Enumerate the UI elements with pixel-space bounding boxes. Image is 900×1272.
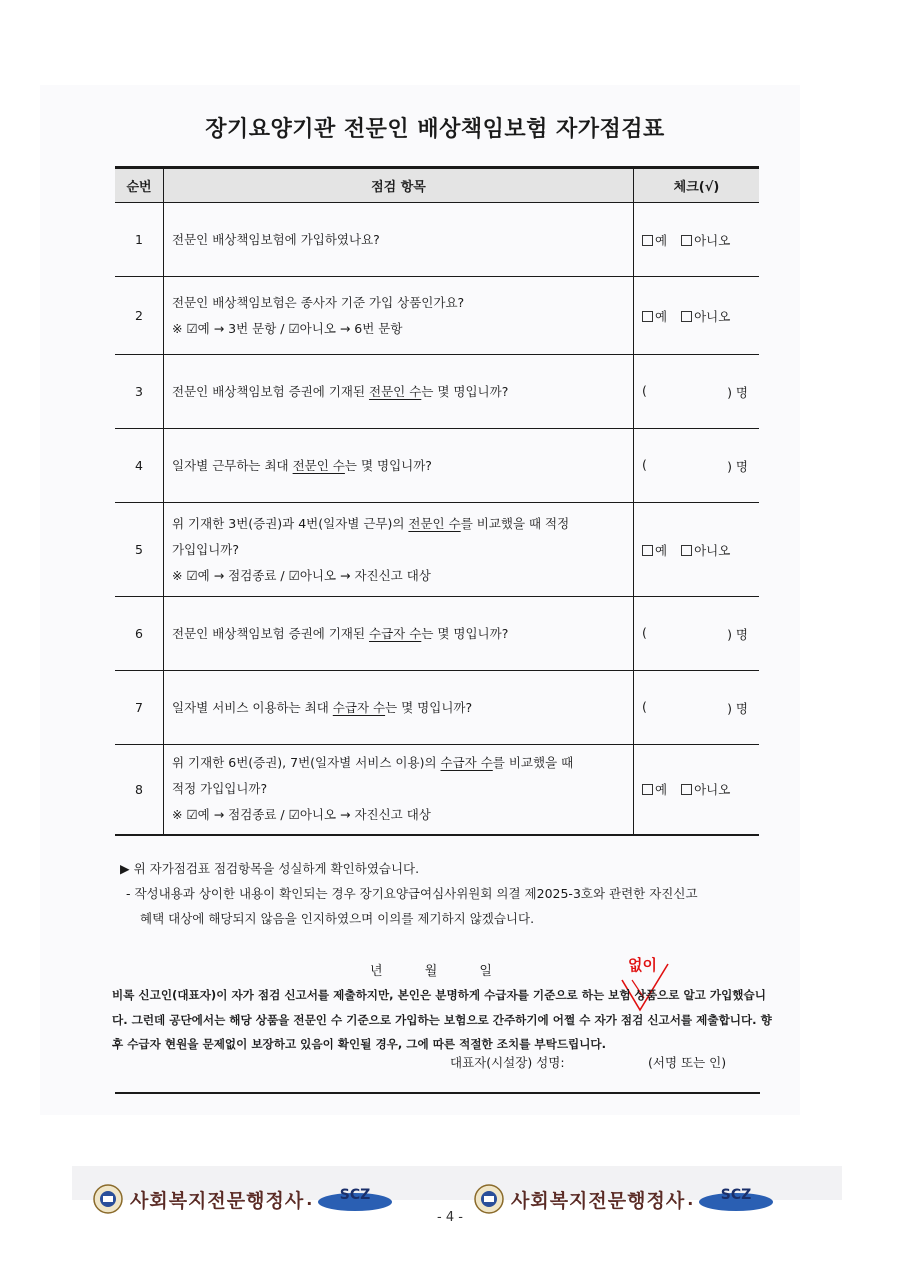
item-underlined-text: 수급자 수 xyxy=(369,625,422,641)
check-item-line xyxy=(172,453,625,479)
count-field xyxy=(634,355,760,429)
item-text: 전문인 배상책임보험 증권에 기재된 xyxy=(172,625,370,641)
statement-paragraph: 비록 신고인(대표자)이 자가 점검 신고서를 제출하지만, 본인은 분명하게 수급자를 기준으로 하는 보험 상품으로 알고 가입했습니다. 그런데 공단에서는 해당 상품을 전문인 수 기준으로 가입하는 보험으로 간주하기에 어쩔 수 자가 점검 신고서를 제출합니다. 향후 수급자 현원을 문제없이 보장하고 있음이 확인될 경우, 그에 따른 적절한 조치를 부탁드립니다. xyxy=(112,988,772,1051)
count-open: ( xyxy=(642,456,647,472)
count-open: ( xyxy=(642,698,647,714)
handwritten-correction: 없이 xyxy=(628,956,657,974)
disclaimer-line: - 작성내용과 상이한 내용이 확인되는 경우 장기요양급여심사위원회 의결 제2025-3호와 관련한 자진신고 xyxy=(126,886,698,901)
checkbox-icon xyxy=(642,784,653,795)
row-number: 1 xyxy=(115,203,164,277)
row-number: 5 xyxy=(115,503,164,597)
date-month: 월 xyxy=(424,964,438,979)
check-item xyxy=(164,429,634,503)
yes-checkbox[interactable] xyxy=(642,309,667,324)
item-text: 는 몇 명입니까? xyxy=(344,457,432,473)
table-row xyxy=(115,745,759,835)
check-item-line xyxy=(172,563,625,589)
item-underlined-text: 수급자 수 xyxy=(440,755,493,771)
check-item-line xyxy=(172,802,625,828)
check-item-line xyxy=(172,227,625,253)
no-label: 아니오 xyxy=(694,782,731,798)
brand-dot: . xyxy=(306,1189,313,1209)
table-row xyxy=(115,429,759,503)
header-number: 순번 xyxy=(115,168,164,203)
item-text: 는 몇 명입니까? xyxy=(421,383,509,399)
item-text: 전문인 배상책임보험은 종사자 기준 가입 상품인가요? xyxy=(172,294,465,310)
check-item xyxy=(164,745,634,835)
item-underlined-text: 수급자 수 xyxy=(332,699,386,715)
page-number: - 4 - xyxy=(437,1210,463,1225)
item-underlined-text: 전문인 수 xyxy=(292,457,345,473)
item-text: 전문인 배상책임보험에 가입하였나요? xyxy=(172,231,380,247)
item-text: 적정 가입입니까? xyxy=(172,781,268,797)
item-text: 를 비교했을 때 적정 xyxy=(460,515,570,531)
item-text: ※ ☑예 → 점검종료 / ☑아니오 → 자진신고 대상 xyxy=(172,807,431,823)
check-item-line xyxy=(172,511,625,537)
check-item xyxy=(164,503,634,597)
item-text: 전문인 배상책임보험 증권에 기재된 xyxy=(172,383,370,399)
row-number: 7 xyxy=(115,671,164,745)
item-text: 일자별 서비스 이용하는 최대 xyxy=(172,699,333,715)
brand-name: 사회복지전문행정사 xyxy=(511,1189,686,1212)
check-item-line xyxy=(172,290,625,316)
check-item-line xyxy=(172,776,625,802)
no-label: 아니오 xyxy=(694,542,731,558)
logo-text: SCZ xyxy=(340,1187,371,1203)
checkbox-icon xyxy=(642,235,653,246)
count-close: ) 명 xyxy=(727,458,748,474)
signature-hint: (서명 또는 인) xyxy=(648,1055,727,1070)
date-year: 년 xyxy=(370,964,383,979)
document-title: 장기요양기관 전문인 배상책임보험 자가점검표 xyxy=(205,117,665,142)
check-item-line xyxy=(172,537,625,563)
yes-checkbox[interactable] xyxy=(642,782,667,797)
yes-no-options xyxy=(634,745,760,835)
table-row xyxy=(115,671,759,745)
count-input[interactable] xyxy=(642,699,758,717)
count-close: ) 명 xyxy=(727,626,748,642)
signature-line xyxy=(450,1053,727,1071)
table-row xyxy=(115,597,759,671)
row-number: 6 xyxy=(115,597,164,671)
count-close: ) 명 xyxy=(727,700,748,716)
count-field xyxy=(634,671,760,745)
item-text: 위 기재한 3번(증권)과 4번(일자별 근무)의 xyxy=(172,515,409,531)
yes-label: 예 xyxy=(655,782,668,798)
table-row xyxy=(115,355,759,429)
check-item xyxy=(164,203,634,277)
checklist-table xyxy=(115,166,759,836)
checkbox-icon xyxy=(642,311,653,322)
check-item xyxy=(164,597,634,671)
scz-logo-icon xyxy=(697,1185,775,1213)
scz-logo-icon xyxy=(316,1185,394,1213)
count-field xyxy=(634,429,760,503)
checkbox-icon xyxy=(681,784,692,795)
item-text: 위 기재한 6번(증권), 7번(일자별 서비스 이용)의 xyxy=(172,755,441,771)
yes-checkbox[interactable] xyxy=(642,233,667,248)
check-item xyxy=(164,277,634,355)
check-item-line xyxy=(172,750,625,776)
checkbox-icon xyxy=(681,235,692,246)
yes-no-options xyxy=(634,277,760,355)
yes-no-options xyxy=(634,203,760,277)
item-text: 를 비교했을 때 xyxy=(492,755,574,771)
disclaimer-line-cont: 혜택 대상에 해당되지 않음을 인지하였으며 이의를 제기하지 않겠습니다. xyxy=(140,911,535,926)
brand-name: 사회복지전문행정사 xyxy=(130,1189,305,1212)
item-underlined-text: 전문인 수 xyxy=(408,515,461,531)
item-text: 가입입니까? xyxy=(172,541,240,557)
checkbox-icon xyxy=(681,545,692,556)
no-label: 아니오 xyxy=(694,308,731,324)
item-text: ※ ☑예 → 3번 문항 / ☑아니오 → 6번 문항 xyxy=(172,320,403,336)
table-row xyxy=(115,277,759,355)
count-input[interactable] xyxy=(642,383,758,401)
item-underlined-text: 전문인 수 xyxy=(369,383,422,399)
row-number: 3 xyxy=(115,355,164,429)
bottom-rule xyxy=(115,1092,760,1094)
item-text: 일자별 근무하는 최대 xyxy=(172,457,293,473)
no-checkbox[interactable] xyxy=(681,309,730,324)
item-text: 는 몇 명입니까? xyxy=(385,699,473,715)
yes-checkbox[interactable] xyxy=(642,543,667,558)
date-day: 일 xyxy=(479,964,492,979)
item-text: ※ ☑예 → 점검종료 / ☑아니오 → 자진신고 대상 xyxy=(172,567,431,583)
check-item-line xyxy=(172,316,625,342)
checkbox-icon xyxy=(681,311,692,322)
no-checkbox[interactable] xyxy=(681,782,730,797)
check-item-line xyxy=(172,621,625,647)
no-label: 아니오 xyxy=(694,232,731,248)
no-checkbox[interactable] xyxy=(681,543,730,558)
yes-no-options xyxy=(634,503,760,597)
table-header-row xyxy=(115,168,759,203)
yes-label: 예 xyxy=(655,308,668,324)
item-text: 는 몇 명입니까? xyxy=(421,625,509,641)
check-item xyxy=(164,671,634,745)
no-checkbox[interactable] xyxy=(681,233,730,248)
check-item-line xyxy=(172,695,625,721)
row-number: 4 xyxy=(115,429,164,503)
checkbox-icon xyxy=(642,545,653,556)
count-open: ( xyxy=(642,624,647,640)
yes-label: 예 xyxy=(655,232,668,248)
table-row xyxy=(115,503,759,597)
logo-text: SCZ xyxy=(721,1187,752,1203)
date-line xyxy=(370,960,530,979)
count-open: ( xyxy=(642,382,647,398)
header-item: 점검 항목 xyxy=(164,168,634,203)
count-input[interactable] xyxy=(642,625,758,643)
check-item-line xyxy=(172,379,625,405)
brand-dot: . xyxy=(687,1189,694,1209)
header-check: 체크(√) xyxy=(634,168,760,203)
table-row xyxy=(115,203,759,277)
check-item xyxy=(164,355,634,429)
count-close: ) 명 xyxy=(727,384,748,400)
confirmation-line: ▶ 위 자가점검표 점검항목을 성실하게 확인하였습니다. xyxy=(120,861,420,876)
signature-label: 대표자(시설장) 성명: xyxy=(450,1055,565,1070)
yes-label: 예 xyxy=(655,542,668,558)
row-number: 2 xyxy=(115,277,164,355)
confirmation-notes xyxy=(120,856,698,931)
count-input[interactable] xyxy=(642,457,758,475)
count-field xyxy=(634,597,760,671)
row-number: 8 xyxy=(115,745,164,835)
